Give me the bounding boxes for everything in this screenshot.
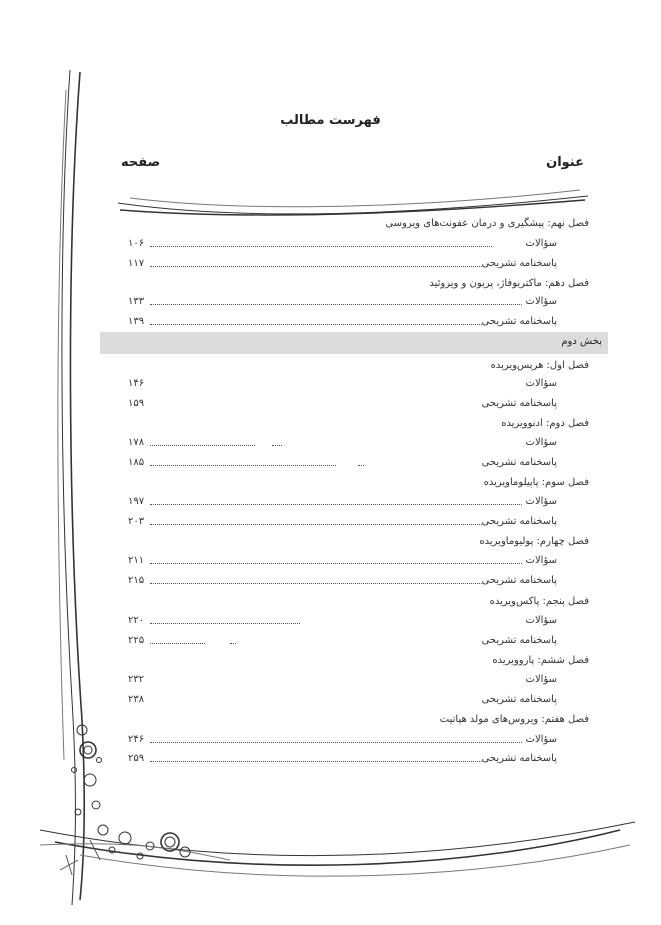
toc-page-number: ۱۳۹ [128,316,145,327]
toc-entry-label[interactable]: پاسخنامه تشریحی [481,575,557,586]
section-label: بخش دوم [561,336,602,347]
toc-leader-dots [272,445,282,446]
toc-leader-dots [150,324,482,325]
decor-curve-left-2 [70,72,84,900]
toc-entry-label[interactable]: پاسخنامه تشریحی [481,398,557,409]
toc-chapter-title[interactable]: فصل دوم: ادنوویریده [501,418,589,429]
toc-entry-label[interactable]: سؤالات [525,496,557,507]
toc-page-number: ۲۳۸ [128,694,145,705]
toc-entry-label[interactable]: پاسخنامه تشریحی [481,694,557,705]
section-band-part-two[interactable] [100,332,608,354]
toc-chapter-title[interactable]: فصل پنجم: پاکس‌ویریده [489,596,589,607]
toc-leader-dots [150,445,255,446]
toc-entry-label[interactable]: سؤالات [525,437,557,448]
decor-swoosh-top-2 [130,190,580,207]
toc-leader-dots [150,623,300,624]
decor-swoosh-bottom-2 [55,830,620,865]
toc-chapter-title[interactable]: فصل سوم: پاپیلوماویریده [483,477,589,488]
toc-page-number: ۲۵۹ [128,753,145,764]
toc-entry-label[interactable]: پاسخنامه تشریحی [481,753,557,764]
toc-leader-dots [150,465,336,466]
toc-leader-dots [150,246,492,247]
toc-page-number: ۱۹۷ [128,496,145,507]
toc-page-number: ۲۲۰ [128,615,145,626]
decor-circle [84,746,92,754]
toc-leader-dots [230,643,236,644]
decor-circle [119,832,131,844]
toc-leader-dots [150,524,482,525]
toc-page-number: ۱۰۶ [128,238,145,249]
toc-entry-label[interactable]: پاسخنامه تشریحی [481,457,557,468]
toc-entry-label[interactable]: سؤالات [525,674,557,685]
toc-page-number: ۱۳۳ [128,296,145,307]
toc-entry-label[interactable]: پاسخنامه تشریحی [481,635,557,646]
toc-page-number: ۲۳۲ [128,674,145,685]
toc-leader-dots [150,643,205,644]
header-page-column: صفحه [121,155,161,170]
decor-circle [92,801,100,809]
toc-entry-label[interactable]: سؤالات [525,378,557,389]
toc-chapter-title[interactable]: فصل چهارم: پولیوماویریده [479,536,589,547]
toc-leader-dots [150,563,522,564]
toc-leader-dots [150,742,522,743]
decor-star-line [66,855,72,875]
toc-page-number: ۲۰۳ [128,516,145,527]
toc-entry-label[interactable]: سؤالات [525,555,557,566]
decor-circle [80,742,96,758]
toc-leader-dots [358,465,364,466]
toc-chapter-title[interactable]: فصل ششم: پاروویریده [492,655,589,666]
decor-swoosh-bottom-3 [80,845,630,876]
toc-entry-label[interactable]: سؤالات [525,296,557,307]
toc-leader-dots [150,266,482,267]
toc-page-number: ۲۱۱ [128,555,145,566]
toc-entry-label[interactable]: سؤالات [525,734,557,745]
decor-circle [98,825,108,835]
toc-page-number: ۱۴۶ [128,378,145,389]
decor-circle [165,837,175,847]
decor-circle [97,758,102,763]
toc-entry-label[interactable]: پاسخنامه تشریحی [481,258,557,269]
toc-page-number: ۱۵۹ [128,398,145,409]
toc-entry-label[interactable]: سؤالات [525,238,557,249]
decor-circle [72,768,77,773]
toc-leader-dots [150,504,522,505]
toc-page-number: ۲۱۵ [128,575,145,586]
toc-chapter-title[interactable]: فصل دهم: ماکتریوفاژ، پریون و ویروئید [429,278,589,289]
decor-circle [84,774,96,786]
toc-chapter-title[interactable]: فصل نهم: پیشگیری و درمان عفونت‌های ویروسی [385,218,589,229]
toc-leader-dots [150,583,482,584]
page-title: فهرست مطالب [280,113,381,128]
toc-page-number: ۱۱۷ [128,258,145,269]
toc-page-number: ۲۴۶ [128,734,145,745]
toc-leader-dots [150,761,482,762]
toc-entry-label[interactable]: پاسخنامه تشریحی [481,516,557,527]
toc-chapter-title[interactable]: فصل اول: هرپس‌ویریده [490,360,589,371]
toc-chapter-title[interactable]: فصل هفتم: ویروس‌های مولد هپاتیت [439,714,589,725]
toc-entry-label[interactable]: پاسخنامه تشریحی [481,316,557,327]
toc-page-number: ۲۲۵ [128,635,145,646]
decor-swoosh-bottom-1 [40,822,635,856]
toc-page-number: ۱۸۵ [128,457,145,468]
toc-page-number: ۱۷۸ [128,437,145,448]
header-title-column: عنوان [546,155,584,170]
toc-entry-label[interactable]: سؤالات [525,615,557,626]
toc-leader-dots [150,304,522,305]
